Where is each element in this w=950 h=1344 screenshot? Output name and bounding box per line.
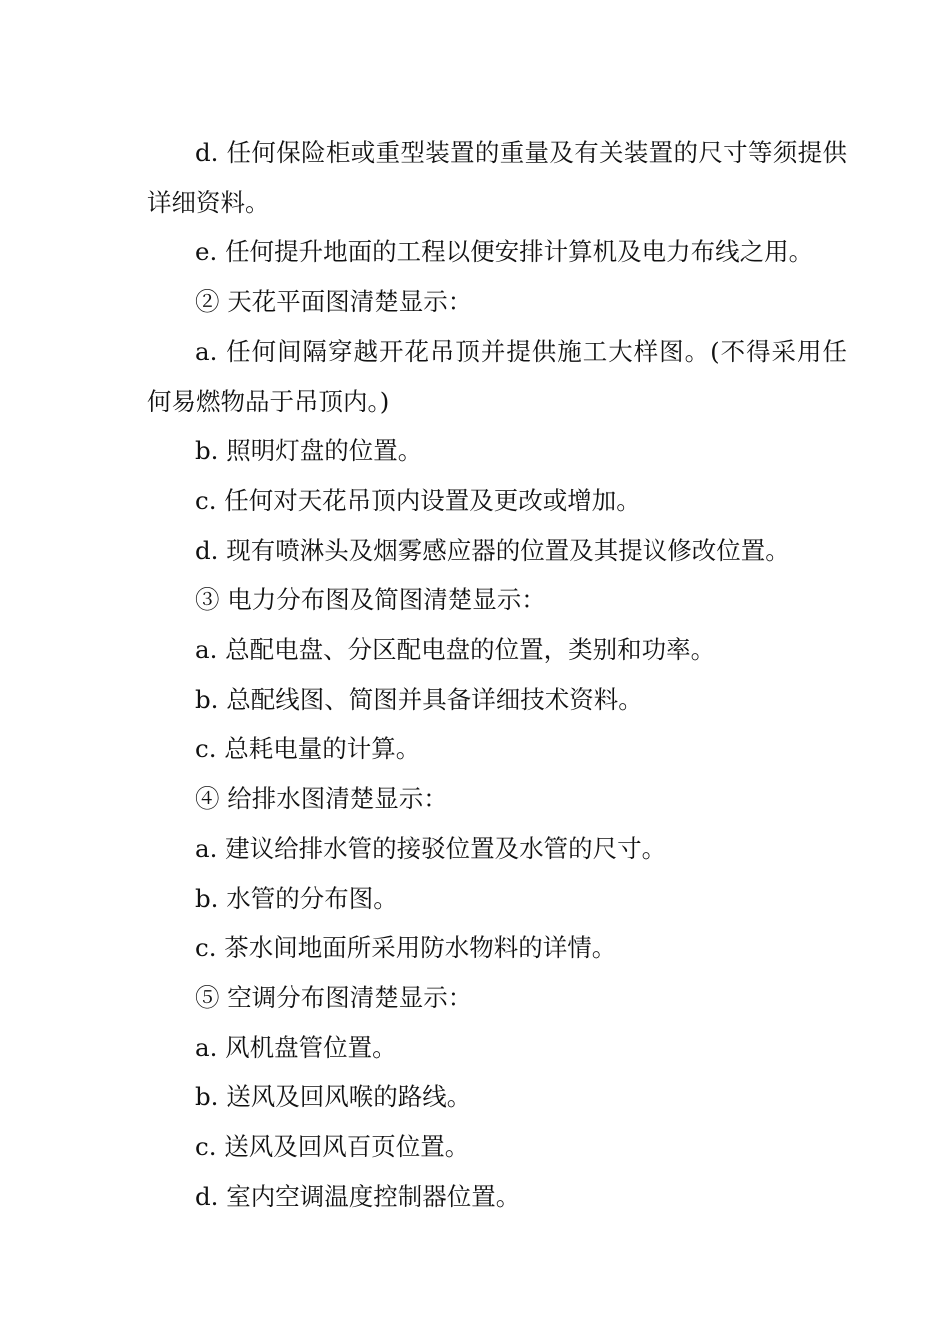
paragraph-plumbing-b: b. 水管的分布图。 bbox=[195, 883, 398, 913]
section-heading-power: ③ 电力分布图及简图清楚显示： bbox=[195, 585, 546, 615]
paragraph-hvac-b: b. 送风及回风喉的路线。 bbox=[195, 1082, 472, 1112]
paragraph-ceiling-b: b. 照明灯盘的位置。 bbox=[195, 436, 423, 466]
paragraph-hvac-c: c. 送风及回风百页位置。 bbox=[195, 1132, 470, 1162]
paragraph-floor-d: d. 任何保险柜或重型装置的重量及有关装置的尺寸等须提供详细资料。 bbox=[147, 138, 847, 217]
paragraph-power-b: b. 总配线图、简图并具备详细技术资料。 bbox=[195, 684, 643, 714]
paragraph-ceiling-d: d. 现有喷淋头及烟雾感应器的位置及其提议修改位置。 bbox=[195, 535, 790, 565]
paragraph-plumbing-a: a. 建议给排水管的接驳位置及水管的尺寸。 bbox=[195, 833, 667, 863]
paragraph-hvac-d: d. 室内空调温度控制器位置。 bbox=[195, 1181, 521, 1211]
section-heading-ceiling: ② 天花平面图清楚显示： bbox=[195, 287, 473, 317]
document-body bbox=[147, 128, 847, 1221]
section-heading-plumbing: ④ 给排水图清楚显示： bbox=[195, 784, 448, 814]
paragraph-hvac-a: a. 风机盘管位置。 bbox=[195, 1032, 397, 1062]
section-heading-hvac: ⑤ 空调分布图清楚显示： bbox=[195, 982, 473, 1012]
paragraph-power-c: c. 总耗电量的计算。 bbox=[195, 734, 421, 764]
paragraph-floor-e: e. 任何提升地面的工程以便安排计算机及电力布线之用。 bbox=[195, 237, 814, 267]
paragraph-ceiling-a: a. 任何间隔穿越开花吊顶并提供施工大样图。(不得采用任何易燃物品于吊顶内。) bbox=[147, 336, 847, 416]
paragraph-plumbing-c: c. 茶水间地面所采用防水物料的详情。 bbox=[195, 933, 617, 963]
paragraph-power-a: a. 总配电盘、分区配电盘的位置，类别和功率。 bbox=[195, 635, 716, 665]
paragraph-ceiling-c: c. 任何对天花吊顶内设置及更改或增加。 bbox=[195, 485, 641, 515]
